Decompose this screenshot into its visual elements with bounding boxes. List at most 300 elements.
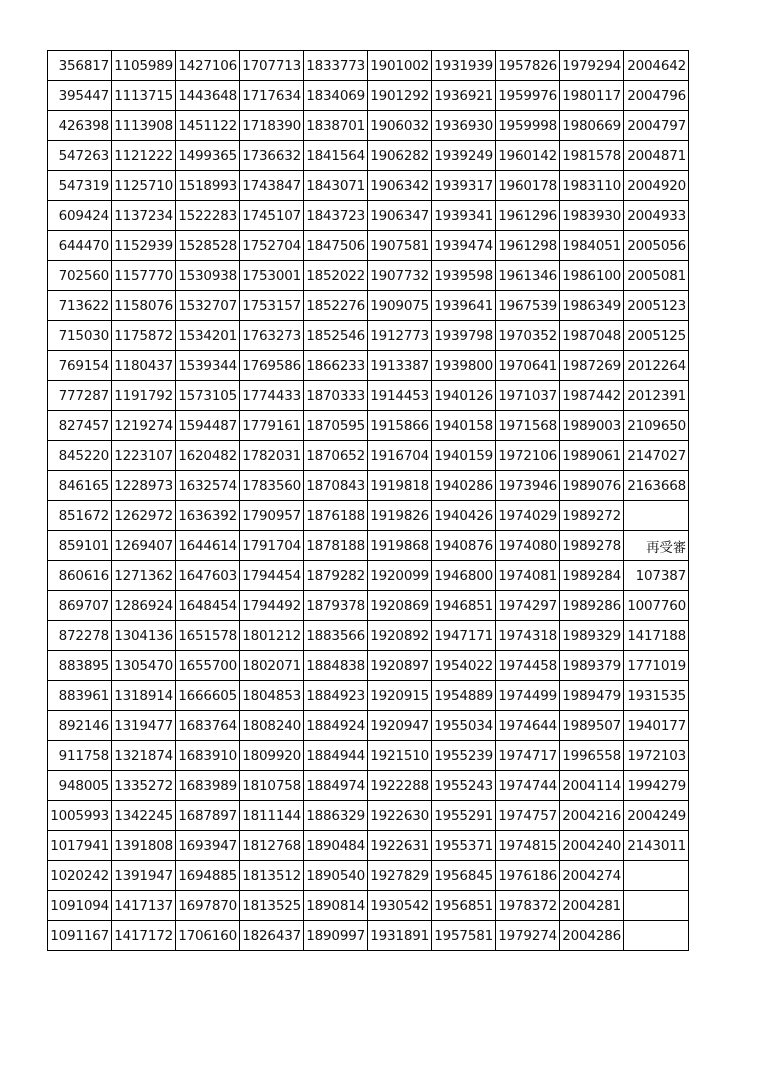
table-cell: 1870333 <box>304 381 368 411</box>
table-cell: 1113715 <box>112 81 176 111</box>
table-cell: 1890997 <box>304 921 368 951</box>
table-cell: 1417172 <box>112 921 176 951</box>
table-cell: 547319 <box>48 171 112 201</box>
table-row <box>48 51 689 81</box>
table-cell: 1974297 <box>496 591 560 621</box>
table-cell: 1594487 <box>176 411 240 441</box>
table-cell: 2004796 <box>624 81 689 111</box>
table-cell: 1007760 <box>624 591 689 621</box>
table-cell: 1961346 <box>496 261 560 291</box>
table-cell: 1920869 <box>368 591 432 621</box>
table-cell: 1706160 <box>176 921 240 951</box>
table-cell: 1976186 <box>496 861 560 891</box>
table-cell: 1954889 <box>432 681 496 711</box>
table-cell: 1879282 <box>304 561 368 591</box>
table-cell: 1180437 <box>112 351 176 381</box>
table-cell: 1907732 <box>368 261 432 291</box>
table-cell: 1956851 <box>432 891 496 921</box>
table-cell: 1804853 <box>240 681 304 711</box>
table-cell: 1539344 <box>176 351 240 381</box>
table-cell: 2004797 <box>624 111 689 141</box>
table-cell: 1687897 <box>176 801 240 831</box>
table-cell: 1974499 <box>496 681 560 711</box>
table-cell: 1683764 <box>176 711 240 741</box>
table-cell: 1981578 <box>560 141 624 171</box>
table-cell: 1989329 <box>560 621 624 651</box>
table-cell: 1648454 <box>176 591 240 621</box>
table-cell: 777287 <box>48 381 112 411</box>
table-cell: 1961296 <box>496 201 560 231</box>
table-cell: 883961 <box>48 681 112 711</box>
table-cell: 1091094 <box>48 891 112 921</box>
table-cell: 1833773 <box>304 51 368 81</box>
table-cell: 1683910 <box>176 741 240 771</box>
table-cell: 1318914 <box>112 681 176 711</box>
table-cell: 1931939 <box>432 51 496 81</box>
table-row <box>48 381 689 411</box>
table-row <box>48 141 689 171</box>
table-cell: 1005993 <box>48 801 112 831</box>
table-cell: 1906282 <box>368 141 432 171</box>
table-cell: 395447 <box>48 81 112 111</box>
table-cell: 1783560 <box>240 471 304 501</box>
table-cell: 1532707 <box>176 291 240 321</box>
table-cell: 2004274 <box>560 861 624 891</box>
table-cell: 1906342 <box>368 171 432 201</box>
table-cell: 1914453 <box>368 381 432 411</box>
table-cell: 1812768 <box>240 831 304 861</box>
table-cell: 1931535 <box>624 681 689 711</box>
table-cell: 再受審 <box>624 531 689 561</box>
table-cell: 1666605 <box>176 681 240 711</box>
table-cell: 609424 <box>48 201 112 231</box>
table-cell: 1989507 <box>560 711 624 741</box>
table-cell: 1884944 <box>304 741 368 771</box>
table-cell: 1940426 <box>432 501 496 531</box>
table-row <box>48 81 689 111</box>
table-cell: 1843723 <box>304 201 368 231</box>
table-cell: 1697870 <box>176 891 240 921</box>
table-cell: 2004216 <box>560 801 624 831</box>
table-cell: 1955371 <box>432 831 496 861</box>
table-cell: 1743847 <box>240 171 304 201</box>
table-row <box>48 171 689 201</box>
table-cell: 702560 <box>48 261 112 291</box>
table-row <box>48 741 689 771</box>
table-cell: 1983930 <box>560 201 624 231</box>
table-cell: 1636392 <box>176 501 240 531</box>
table-row <box>48 441 689 471</box>
table-cell: 1745107 <box>240 201 304 231</box>
table-cell: 846165 <box>48 471 112 501</box>
table-cell: 1973946 <box>496 471 560 501</box>
table-cell: 1939641 <box>432 291 496 321</box>
table-cell: 1940159 <box>432 441 496 471</box>
table-cell: 859101 <box>48 531 112 561</box>
table-row <box>48 591 689 621</box>
table-cell: 2004114 <box>560 771 624 801</box>
table-cell: 1920947 <box>368 711 432 741</box>
table-cell: 872278 <box>48 621 112 651</box>
table-row <box>48 681 689 711</box>
table-cell: 1996558 <box>560 741 624 771</box>
table-cell: 1906032 <box>368 111 432 141</box>
table-cell: 1843071 <box>304 171 368 201</box>
table-cell: 715030 <box>48 321 112 351</box>
table-cell: 1834069 <box>304 81 368 111</box>
table-cell: 1940158 <box>432 411 496 441</box>
table-cell: 1922630 <box>368 801 432 831</box>
table-cell: 1137234 <box>112 201 176 231</box>
table-cell: 1921510 <box>368 741 432 771</box>
table-cell: 1978372 <box>496 891 560 921</box>
table-cell: 911758 <box>48 741 112 771</box>
table-cell: 1852276 <box>304 291 368 321</box>
table-cell: 1974744 <box>496 771 560 801</box>
table-cell: 1335272 <box>112 771 176 801</box>
table-cell: 1954022 <box>432 651 496 681</box>
table-cell: 1879378 <box>304 591 368 621</box>
table-cell: 1644614 <box>176 531 240 561</box>
table-cell: 1191792 <box>112 381 176 411</box>
table-cell: 1683989 <box>176 771 240 801</box>
table-cell: 1980117 <box>560 81 624 111</box>
table-cell: 1838701 <box>304 111 368 141</box>
table-cell <box>624 891 689 921</box>
table-cell: 1980669 <box>560 111 624 141</box>
table-cell: 1974717 <box>496 741 560 771</box>
table-cell: 1876188 <box>304 501 368 531</box>
table-cell: 1769586 <box>240 351 304 381</box>
table-cell: 1779161 <box>240 411 304 441</box>
table-cell: 1959998 <box>496 111 560 141</box>
table-cell: 1391808 <box>112 831 176 861</box>
table-row <box>48 291 689 321</box>
table-cell: 1890484 <box>304 831 368 861</box>
table-cell <box>624 921 689 951</box>
table-cell: 1947171 <box>432 621 496 651</box>
table-cell: 1391947 <box>112 861 176 891</box>
table-cell: 1989076 <box>560 471 624 501</box>
table-cell: 1939800 <box>432 351 496 381</box>
table-cell: 1158076 <box>112 291 176 321</box>
table-cell: 1987269 <box>560 351 624 381</box>
table-cell: 1927829 <box>368 861 432 891</box>
table-cell: 1534201 <box>176 321 240 351</box>
table-cell: 769154 <box>48 351 112 381</box>
table-cell: 1813525 <box>240 891 304 921</box>
table-cell: 1994279 <box>624 771 689 801</box>
table-cell: 1939474 <box>432 231 496 261</box>
table-cell: 1974080 <box>496 531 560 561</box>
table-cell: 1811144 <box>240 801 304 831</box>
table-cell: 1983110 <box>560 171 624 201</box>
table-cell: 1970641 <box>496 351 560 381</box>
table-cell: 1967539 <box>496 291 560 321</box>
table-cell: 1427106 <box>176 51 240 81</box>
table-cell: 948005 <box>48 771 112 801</box>
table-cell: 2143011 <box>624 831 689 861</box>
table-cell: 1906347 <box>368 201 432 231</box>
table-cell: 1870595 <box>304 411 368 441</box>
table-cell: 1321874 <box>112 741 176 771</box>
table-cell: 1972103 <box>624 741 689 771</box>
table-row <box>48 231 689 261</box>
table-cell: 845220 <box>48 441 112 471</box>
table-cell: 1989061 <box>560 441 624 471</box>
table-cell: 1530938 <box>176 261 240 291</box>
number-table <box>47 50 689 951</box>
table-row <box>48 651 689 681</box>
table-row <box>48 921 689 951</box>
table-cell: 107387 <box>624 561 689 591</box>
table-cell: 1940286 <box>432 471 496 501</box>
table-cell: 2012264 <box>624 351 689 381</box>
table-cell: 1813512 <box>240 861 304 891</box>
table-cell: 1913387 <box>368 351 432 381</box>
table-cell: 1707713 <box>240 51 304 81</box>
table-cell: 1939598 <box>432 261 496 291</box>
table-cell: 1956845 <box>432 861 496 891</box>
table-cell: 1960142 <box>496 141 560 171</box>
table-cell <box>624 861 689 891</box>
table-cell: 1763273 <box>240 321 304 351</box>
table-row <box>48 111 689 141</box>
table-row <box>48 261 689 291</box>
table-cell: 1121222 <box>112 141 176 171</box>
table-cell: 1957581 <box>432 921 496 951</box>
table-cell: 1919868 <box>368 531 432 561</box>
table-cell: 1919818 <box>368 471 432 501</box>
table-cell: 869707 <box>48 591 112 621</box>
table-cell: 2005125 <box>624 321 689 351</box>
table-cell <box>624 501 689 531</box>
table-cell: 1017941 <box>48 831 112 861</box>
table-cell: 1890814 <box>304 891 368 921</box>
table-cell: 1223107 <box>112 441 176 471</box>
table-cell: 1959976 <box>496 81 560 111</box>
table-cell: 1794492 <box>240 591 304 621</box>
table-cell: 1417137 <box>112 891 176 921</box>
table-cell: 2109650 <box>624 411 689 441</box>
table-cell: 1920915 <box>368 681 432 711</box>
table-cell: 1782031 <box>240 441 304 471</box>
table-cell: 2147027 <box>624 441 689 471</box>
table-cell: 1717634 <box>240 81 304 111</box>
table-cell: 1974815 <box>496 831 560 861</box>
table-cell: 2004240 <box>560 831 624 861</box>
table-cell: 1852546 <box>304 321 368 351</box>
table-cell: 827457 <box>48 411 112 441</box>
table-cell: 1974458 <box>496 651 560 681</box>
table-cell: 1987048 <box>560 321 624 351</box>
table-cell: 1989379 <box>560 651 624 681</box>
table-cell: 1922631 <box>368 831 432 861</box>
table-cell: 1915866 <box>368 411 432 441</box>
table-row <box>48 561 689 591</box>
table-row <box>48 411 689 441</box>
table-cell: 1417188 <box>624 621 689 651</box>
table-cell: 547263 <box>48 141 112 171</box>
table-cell: 1974029 <box>496 501 560 531</box>
table-cell: 1940177 <box>624 711 689 741</box>
table-cell: 1939341 <box>432 201 496 231</box>
table-cell: 1989278 <box>560 531 624 561</box>
table-row <box>48 711 689 741</box>
table-cell: 1987442 <box>560 381 624 411</box>
table-cell: 1091167 <box>48 921 112 951</box>
table-cell: 1960178 <box>496 171 560 201</box>
table-cell: 1919826 <box>368 501 432 531</box>
table-cell: 1753157 <box>240 291 304 321</box>
table-cell: 1774433 <box>240 381 304 411</box>
table-cell: 1884974 <box>304 771 368 801</box>
table-cell: 426398 <box>48 111 112 141</box>
table-row <box>48 321 689 351</box>
table-cell: 1930542 <box>368 891 432 921</box>
table-cell: 1753001 <box>240 261 304 291</box>
table-cell: 1794454 <box>240 561 304 591</box>
table-row <box>48 471 689 501</box>
table-cell: 1955034 <box>432 711 496 741</box>
table-cell: 1319477 <box>112 711 176 741</box>
table-cell: 1972106 <box>496 441 560 471</box>
table-cell: 2005123 <box>624 291 689 321</box>
table-cell: 1989003 <box>560 411 624 441</box>
table-row <box>48 861 689 891</box>
table-cell: 1852022 <box>304 261 368 291</box>
table-cell: 1175872 <box>112 321 176 351</box>
table-cell: 1528528 <box>176 231 240 261</box>
table-cell: 2163668 <box>624 471 689 501</box>
table-cell: 1694885 <box>176 861 240 891</box>
table-cell: 1228973 <box>112 471 176 501</box>
table-cell: 2004249 <box>624 801 689 831</box>
table-cell: 1971568 <box>496 411 560 441</box>
table-cell: 1304136 <box>112 621 176 651</box>
table-cell: 1884924 <box>304 711 368 741</box>
table-row <box>48 771 689 801</box>
table-cell: 1931891 <box>368 921 432 951</box>
table-cell: 1451122 <box>176 111 240 141</box>
table-cell: 1936921 <box>432 81 496 111</box>
table-cell: 1870652 <box>304 441 368 471</box>
table-cell: 1878188 <box>304 531 368 561</box>
table-cell: 2012391 <box>624 381 689 411</box>
table-cell: 1940126 <box>432 381 496 411</box>
table-cell: 1826437 <box>240 921 304 951</box>
table-cell: 1901002 <box>368 51 432 81</box>
table-cell: 1870843 <box>304 471 368 501</box>
table-cell: 2005056 <box>624 231 689 261</box>
table-cell: 1801212 <box>240 621 304 651</box>
table-cell: 1920897 <box>368 651 432 681</box>
table-row <box>48 501 689 531</box>
table-row <box>48 351 689 381</box>
table-cell: 1907581 <box>368 231 432 261</box>
table-cell: 1979294 <box>560 51 624 81</box>
table-cell: 1020242 <box>48 861 112 891</box>
table-cell: 1884923 <box>304 681 368 711</box>
table-cell: 1939249 <box>432 141 496 171</box>
table-cell: 1884838 <box>304 651 368 681</box>
number-table-body <box>48 51 689 951</box>
table-cell: 2004871 <box>624 141 689 171</box>
table-cell: 1971037 <box>496 381 560 411</box>
table-cell: 2004933 <box>624 201 689 231</box>
table-cell: 851672 <box>48 501 112 531</box>
table-cell: 1946800 <box>432 561 496 591</box>
table-cell: 1125710 <box>112 171 176 201</box>
table-cell: 1866233 <box>304 351 368 381</box>
table-cell: 1157770 <box>112 261 176 291</box>
table-cell: 1752704 <box>240 231 304 261</box>
table-cell: 1912773 <box>368 321 432 351</box>
table-row <box>48 801 689 831</box>
table-cell: 2004286 <box>560 921 624 951</box>
table-cell: 644470 <box>48 231 112 261</box>
table-cell: 1632574 <box>176 471 240 501</box>
table-row <box>48 201 689 231</box>
table-cell: 1974644 <box>496 711 560 741</box>
table-cell: 1986349 <box>560 291 624 321</box>
table-cell: 1883566 <box>304 621 368 651</box>
table-cell: 1920892 <box>368 621 432 651</box>
table-cell: 1920099 <box>368 561 432 591</box>
table-cell: 1286924 <box>112 591 176 621</box>
table-cell: 1940876 <box>432 531 496 561</box>
table-cell: 1970352 <box>496 321 560 351</box>
table-cell: 1984051 <box>560 231 624 261</box>
table-cell: 1718390 <box>240 111 304 141</box>
table-cell: 1909075 <box>368 291 432 321</box>
table-cell: 1113908 <box>112 111 176 141</box>
table-cell: 1262972 <box>112 501 176 531</box>
table-cell: 1219274 <box>112 411 176 441</box>
table-row <box>48 531 689 561</box>
table-cell: 1808240 <box>240 711 304 741</box>
table-cell: 1886329 <box>304 801 368 831</box>
table-cell: 1901292 <box>368 81 432 111</box>
table-cell: 1790957 <box>240 501 304 531</box>
table-cell: 1269407 <box>112 531 176 561</box>
table-cell: 1989272 <box>560 501 624 531</box>
table-cell: 1771019 <box>624 651 689 681</box>
table-cell: 1651578 <box>176 621 240 651</box>
table-cell: 1939317 <box>432 171 496 201</box>
table-cell: 1693947 <box>176 831 240 861</box>
table-row <box>48 891 689 921</box>
table-cell: 1152939 <box>112 231 176 261</box>
table-cell: 1847506 <box>304 231 368 261</box>
table-cell: 1271362 <box>112 561 176 591</box>
table-cell: 860616 <box>48 561 112 591</box>
table-cell: 1936930 <box>432 111 496 141</box>
table-row <box>48 831 689 861</box>
table-cell: 1974081 <box>496 561 560 591</box>
table-cell: 1946851 <box>432 591 496 621</box>
table-cell: 1105989 <box>112 51 176 81</box>
table-cell: 2005081 <box>624 261 689 291</box>
table-cell: 1961298 <box>496 231 560 261</box>
table-cell: 1890540 <box>304 861 368 891</box>
table-cell: 1443648 <box>176 81 240 111</box>
table-cell: 1499365 <box>176 141 240 171</box>
table-cell: 1810758 <box>240 771 304 801</box>
table-cell: 2004281 <box>560 891 624 921</box>
table-cell: 1809920 <box>240 741 304 771</box>
table-cell: 1573105 <box>176 381 240 411</box>
